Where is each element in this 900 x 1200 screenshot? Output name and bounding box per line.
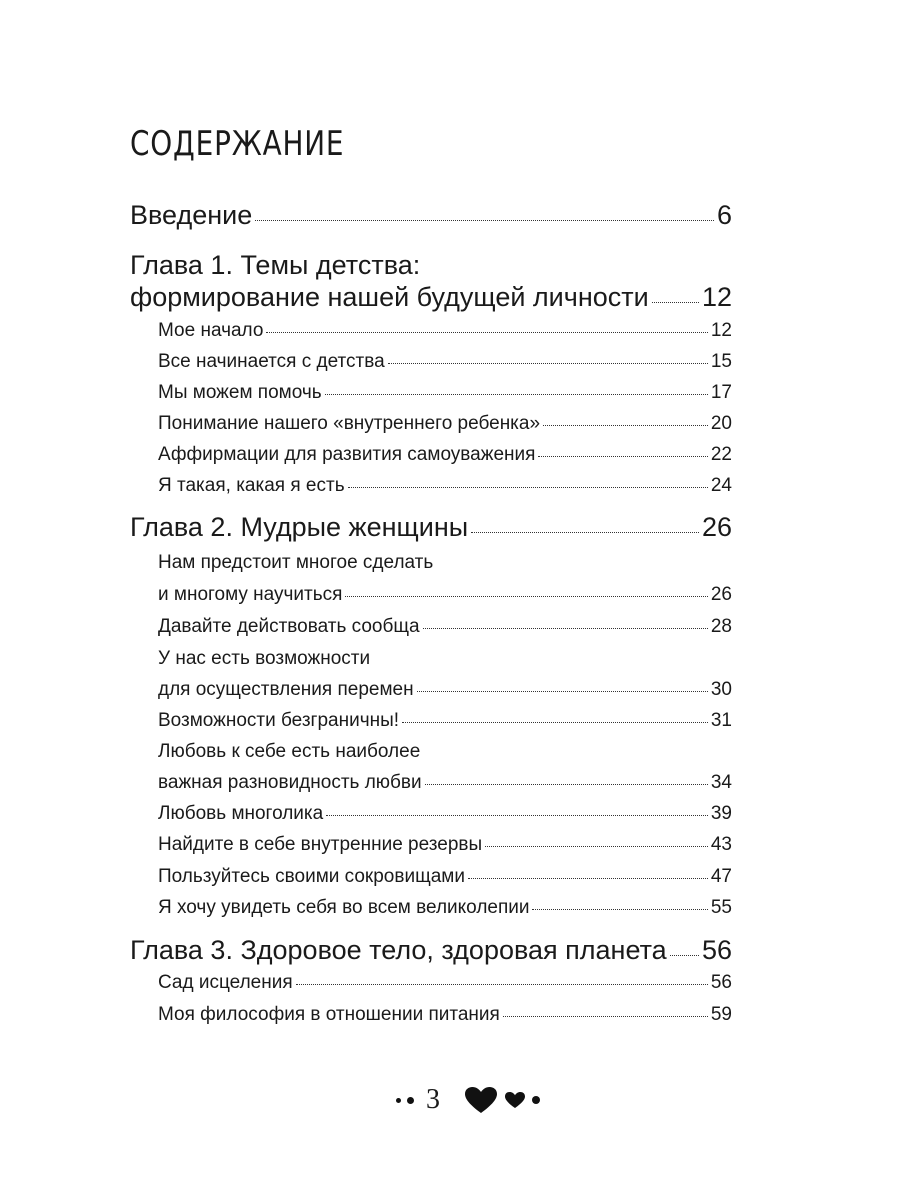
toc-entry-title: Давайте действовать сообща	[158, 616, 420, 637]
toc-entry-title: Возможности безграничны!	[158, 710, 400, 731]
dot-leader	[468, 877, 708, 879]
dot-ornament-icon	[407, 1097, 414, 1104]
toc-entry[interactable]	[158, 351, 732, 373]
toc-entry-title: Глава 3. Здоровое тело, здоровая планета	[130, 935, 667, 965]
toc-entry-title: Глава 2. Мудрые женщины	[130, 512, 469, 542]
toc-entry[interactable]	[158, 834, 732, 856]
toc-entry-title-line1[interactable]: Любовь к себе есть наиболее	[158, 741, 421, 762]
toc-entry[interactable]	[158, 866, 732, 888]
dot-leader	[503, 1015, 708, 1017]
dot-leader	[538, 455, 707, 457]
toc-entry-title: формирование нашей будущей личности	[130, 282, 649, 312]
toc-entry[interactable]	[158, 584, 732, 606]
toc-entry-page: 6	[716, 200, 732, 230]
toc-entry-chapter-3[interactable]	[130, 935, 732, 966]
toc-entry[interactable]	[158, 475, 732, 497]
dot-leader	[670, 954, 699, 956]
toc-entry-page: 56	[701, 935, 732, 965]
dot-leader	[417, 690, 708, 692]
toc-entry-title: Введение	[130, 200, 253, 230]
toc-entry[interactable]	[158, 616, 732, 638]
toc-entry-title: Сад исцеления	[158, 972, 293, 993]
toc-entry-title: и многому научиться	[158, 584, 343, 605]
toc-entry[interactable]	[158, 772, 732, 794]
toc-entry-page: 28	[710, 616, 732, 637]
toc-entry[interactable]	[158, 1004, 732, 1026]
toc-entry-title-line1[interactable]: У нас есть возможности	[158, 648, 371, 669]
toc-entry-page: 26	[710, 584, 732, 605]
dot-leader	[348, 486, 708, 488]
toc-entry-title: Я хочу увидеть себя во всем великолепии	[158, 897, 530, 918]
toc-entry-page: 43	[710, 834, 732, 855]
toc-entry-page: 39	[710, 803, 732, 824]
dot-leader	[652, 301, 699, 303]
dot-leader	[532, 908, 707, 910]
dot-leader	[425, 783, 708, 785]
dot-leader	[485, 845, 708, 847]
dot-leader	[255, 219, 714, 221]
dot-leader	[345, 595, 707, 597]
toc-entry-title: Любовь многолика	[158, 803, 324, 824]
toc-entry-page: 12	[701, 282, 732, 312]
toc-entry-title: Мы можем помочь	[158, 382, 322, 403]
page-title: СОДЕРЖАНИЕ	[130, 124, 345, 164]
toc-entry-title: Мое начало	[158, 320, 264, 341]
toc-entry[interactable]	[158, 897, 732, 919]
dot-leader	[388, 362, 708, 364]
toc-entry-chapter-2[interactable]	[130, 512, 732, 543]
toc-entry[interactable]	[158, 382, 732, 404]
dot-leader	[325, 393, 708, 395]
toc-entry[interactable]	[158, 710, 732, 732]
page-number: 3	[426, 1084, 440, 1115]
dot-leader	[326, 814, 708, 816]
toc-entry[interactable]	[158, 413, 732, 435]
toc-entry-intro[interactable]	[130, 200, 732, 231]
toc-entry[interactable]	[158, 444, 732, 466]
toc-entry-page: 12	[710, 320, 732, 341]
heart-icon	[464, 1086, 498, 1114]
toc-entry-title: важная разновидность любви	[158, 772, 422, 793]
toc-entry-title-line1[interactable]: Нам предстоит многое сделать	[158, 552, 434, 573]
heart-icon	[504, 1091, 526, 1109]
toc-entry-page: 15	[710, 351, 732, 372]
toc-entry-chapter-1[interactable]	[130, 282, 732, 313]
dot-ornament-icon	[532, 1096, 540, 1104]
toc-entry-title: Понимание нашего «внутреннего ребенка»	[158, 413, 541, 434]
toc-entry-page: 59	[710, 1004, 732, 1025]
toc-entry-page: 34	[710, 772, 732, 793]
dot-leader	[471, 531, 699, 533]
toc-entry-page: 47	[710, 866, 732, 887]
toc-entry-title: Все начинается с детства	[158, 351, 385, 372]
toc-entry[interactable]	[158, 803, 732, 825]
toc-entry-title: Аффирмации для развития самоуважения	[158, 444, 536, 465]
dot-ornament-icon	[396, 1098, 401, 1103]
toc-entry-page: 17	[710, 382, 732, 403]
toc-entry-page: 26	[701, 512, 732, 542]
dot-leader	[266, 331, 707, 333]
dot-leader	[423, 627, 708, 629]
toc-entry-page: 24	[710, 475, 732, 496]
dot-leader	[402, 721, 708, 723]
toc-entry-page: 30	[710, 679, 732, 700]
toc-entry[interactable]	[158, 972, 732, 994]
toc-entry-page: 55	[710, 897, 732, 918]
toc-entry-page: 20	[710, 413, 732, 434]
toc-entry[interactable]	[158, 679, 732, 701]
page-footer	[396, 1080, 540, 1120]
dot-leader	[296, 983, 708, 985]
toc-entry-page: 56	[710, 972, 732, 993]
toc-entry-page: 22	[710, 444, 732, 465]
toc-entry-title: для осуществления перемен	[158, 679, 414, 700]
toc-entry-title: Моя философия в отношении питания	[158, 1004, 500, 1025]
toc-entry-title: Пользуйтесь своими сокровищами	[158, 866, 465, 887]
chapter-1-title-line1[interactable]: Глава 1. Темы детства:	[130, 250, 421, 280]
toc-entry-page: 31	[710, 710, 732, 731]
toc-entry-title: Я такая, какая я есть	[158, 475, 345, 496]
toc-entry-title: Найдите в себе внутренние резервы	[158, 834, 483, 855]
dot-leader	[543, 424, 708, 426]
toc-entry[interactable]	[158, 320, 732, 342]
